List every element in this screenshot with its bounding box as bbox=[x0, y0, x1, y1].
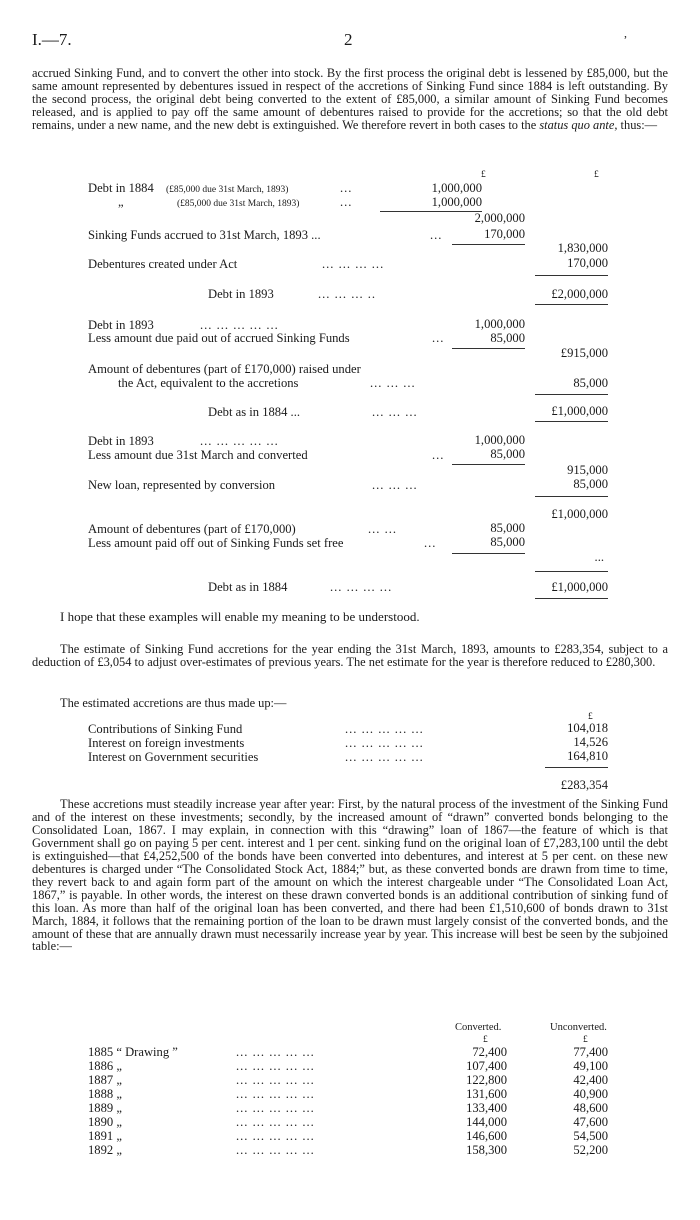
t2-debt1893-dots: ... ... ... ... ... bbox=[200, 318, 279, 332]
t1-sinking-label: Sinking Funds accrued to 31st March, 1893 ... bbox=[88, 228, 321, 242]
t2-amount-value: 85,000 bbox=[573, 376, 608, 390]
t1-rule2 bbox=[452, 244, 525, 245]
accretion-dots-2: ... ... ... ... ... bbox=[345, 750, 424, 764]
draw-conv-7: 158,300 bbox=[466, 1143, 507, 1157]
draw-dots-2: ... ... ... ... ... bbox=[236, 1073, 315, 1087]
draw-conv-2: 122,800 bbox=[466, 1073, 507, 1087]
t1-debt1884-v2: 1,000,000 bbox=[431, 195, 482, 209]
draw-year-4: 1889 „ bbox=[88, 1101, 122, 1115]
t2-less-dots: ... bbox=[432, 331, 445, 345]
accretions-currency: £ bbox=[588, 712, 593, 722]
accretion-value-1: 14,526 bbox=[573, 735, 608, 749]
draw-year-7: 1892 „ bbox=[88, 1143, 122, 1157]
draw-conv-1: 107,400 bbox=[466, 1059, 507, 1073]
intro-text-before: accrued Sinking Fund, and to convert the other into stock. By the first process the original debt is lessened by £85,000, but the same amount represented by debentures issued in respect of the accretions of Sinking Fund since 1884 is left outstanding. By the second process, the original debt being converted to the extent of £85,000, a similar amount of Sinking Fund becomes released, and is applied to pay off the same amount of debentures raised to provide for the accretions; so that the old debt remains, under a new name, and the new debt is extinguished. We therefore revert in both cases to the bbox=[32, 66, 668, 132]
draw-year-5: 1890 „ bbox=[88, 1115, 122, 1129]
draw-dots-3: ... ... ... ... ... bbox=[236, 1087, 315, 1101]
t1-debt1884-dots1: ... bbox=[340, 181, 353, 195]
draw-unconv-3: 40,900 bbox=[573, 1087, 608, 1101]
intro-italic: status quo ante, bbox=[539, 117, 618, 132]
t3-rule1 bbox=[452, 464, 525, 465]
t1-rule1 bbox=[380, 211, 482, 212]
t1-sinking-result: 1,830,000 bbox=[557, 241, 608, 255]
t1-total-dots: ... ... ... .. bbox=[318, 287, 377, 301]
document-reference: I.—7. bbox=[32, 30, 72, 49]
draw-dots-5: ... ... ... ... ... bbox=[236, 1115, 315, 1129]
t1-ditto: „ bbox=[118, 195, 124, 209]
t1-sinking-value: 170,000 bbox=[484, 227, 525, 241]
accretion-dots-0: ... ... ... ... ... bbox=[345, 722, 424, 736]
col-unconverted-currency: £ bbox=[583, 1035, 588, 1045]
t2-debt1893-value: 1,000,000 bbox=[474, 317, 525, 331]
currency-col3: £ bbox=[594, 170, 599, 180]
t1-total-label: Debt in 1893 bbox=[208, 287, 274, 301]
currency-col2: £ bbox=[481, 170, 486, 180]
accretion-rule bbox=[545, 767, 608, 768]
t1-debt1884-label: Debt in 1884 bbox=[88, 181, 154, 195]
draw-dots-0: ... ... ... ... ... bbox=[236, 1045, 315, 1059]
accretion-dots-1: ... ... ... ... ... bbox=[345, 736, 424, 750]
col-converted: Converted. bbox=[455, 1022, 502, 1033]
draw-conv-5: 144,000 bbox=[466, 1115, 507, 1129]
estimate-paragraph: The estimate of Sinking Fund accretions for the year ending the 31st March, 1893, amounts to £283,354, subject to a deduction of £3,054 to adjust over-estimates of previous years. The net estimate for the year is therefore reduced to £280,300. bbox=[32, 642, 668, 669]
t1-debt1884-note1: (£85,000 due 31st March, 1893) bbox=[166, 185, 289, 195]
t1-total-value: £2,000,000 bbox=[551, 287, 608, 301]
t2-amount-dots: ... ... ... bbox=[370, 376, 416, 390]
draw-dots-1: ... ... ... ... ... bbox=[236, 1059, 315, 1073]
t2-less-result: £915,000 bbox=[560, 346, 608, 360]
t3-rule3 bbox=[452, 553, 525, 554]
t1-debentures-label: Debentures created under Act bbox=[88, 257, 238, 271]
t3-less-dots: ... bbox=[432, 448, 445, 462]
t3-newloan-value: 85,000 bbox=[573, 477, 608, 491]
page-number: 2 bbox=[344, 30, 353, 49]
t1-debt1884-sum: 2,000,000 bbox=[474, 211, 525, 225]
draw-year-1: 1886 „ bbox=[88, 1059, 122, 1073]
hope-sentence: I hope that these examples will enable my meaning to be understood. bbox=[60, 609, 420, 624]
t1-rule3 bbox=[535, 275, 608, 276]
t1-debt1884-dots2: ... bbox=[340, 195, 353, 209]
draw-unconv-6: 54,500 bbox=[573, 1129, 608, 1143]
draw-year-2: 1887 „ bbox=[88, 1073, 122, 1087]
t2-total-dots: ... ... ... bbox=[372, 405, 418, 419]
accretion-label-0: Contributions of Sinking Fund bbox=[88, 722, 243, 736]
t3-rule2 bbox=[535, 496, 608, 497]
col-unconverted: Unconverted. bbox=[550, 1022, 607, 1033]
t1-debt1884-note2: (£85,000 due 31st March, 1893) bbox=[177, 199, 300, 209]
draw-unconv-7: 52,200 bbox=[573, 1143, 608, 1157]
t3-less-label: Less amount due 31st March and converted bbox=[88, 448, 308, 462]
accretion-total: £283,354 bbox=[560, 778, 608, 792]
accretion-value-0: 104,018 bbox=[567, 721, 608, 735]
t2-total-value: £1,000,000 bbox=[551, 404, 608, 418]
t3-less2-label: Less amount paid off out of Sinking Funds set free bbox=[88, 536, 344, 550]
draw-dots-7: ... ... ... ... ... bbox=[236, 1143, 315, 1157]
t2-amount-line2: the Act, equivalent to the accretions bbox=[118, 376, 299, 390]
col-converted-currency: £ bbox=[483, 1035, 488, 1045]
t2-rule3 bbox=[535, 421, 608, 422]
accretions-intro: The estimated accretions are thus made up:— bbox=[60, 696, 287, 710]
t3-amount-dots: ... ... bbox=[368, 522, 398, 536]
t2-less-value: 85,000 bbox=[490, 331, 525, 345]
intro-paragraph bbox=[32, 67, 668, 132]
t3-rule4 bbox=[535, 571, 608, 572]
t3-less2-result: ... bbox=[594, 550, 604, 564]
t2-total-label: Debt as in 1884 ... bbox=[208, 405, 300, 419]
draw-year-6: 1891 „ bbox=[88, 1129, 122, 1143]
t2-rule2 bbox=[535, 394, 608, 395]
t2-amount-line1: Amount of debentures (part of £170,000) raised under bbox=[88, 362, 361, 376]
t2-debt1893-label: Debt in 1893 bbox=[88, 318, 154, 332]
t3-debt1893-dots: ... ... ... ... ... bbox=[200, 434, 279, 448]
accretion-label-2: Interest on Government securities bbox=[88, 750, 259, 764]
t3-rule5 bbox=[535, 598, 608, 599]
t1-rule4 bbox=[535, 304, 608, 305]
t3-amount-label: Amount of debentures (part of £170,000) bbox=[88, 522, 296, 536]
t3-newloan-label: New loan, represented by conversion bbox=[88, 478, 276, 492]
t3-total-dots: ... ... ... ... bbox=[330, 580, 393, 594]
long-paragraph: These accretions must steadily increase year after year: First, by the natural process of the investment of the Sinking Fund and of the interest on these investments; secondly, by the increased amount of “drawn” converted bonds belonging to the Consolidated Loan, 1867. I may explain, in connection with this “drawing” loan of 1867—the feature of which is that Government shall go on paying 5 per cent. interest and 1 per cent. sinking fund on the original loan of £7,283,100 until the debt is extinguished—that £4,252,500 of the bonds have been converted into debentures, and interest at 5 per cent. on these new debentures is charged under “The Consolidated Stock Act, 1884;” but, as these converted bonds are drawn from time to time, they revert back to and again form part of the amount on which the interest chargeable under “The Consolidated Loan Act, 1867,” is payable. In other words, the interest on these drawn converted bonds is an additional contribution of sinking fund of this loan. As more than half of the original loan has been converted, and there had been £1,510,600 of bonds drawn to 31st March, 1884, it follows that the remaining portion of the loan to be drawn must largely consist of the converted bonds, and the amount of these that are annually drawn must necessarily increase year by year. This increase will best be seen by the subjoined table:— bbox=[32, 797, 668, 954]
t3-total-label: Debt as in 1884 bbox=[208, 580, 288, 594]
draw-dots-4: ... ... ... ... ... bbox=[236, 1101, 315, 1115]
header-mark: , bbox=[624, 26, 627, 40]
t2-rule1 bbox=[452, 348, 525, 349]
t1-sinking-dots: ... bbox=[430, 228, 443, 242]
intro-text-after: thus:— bbox=[617, 117, 658, 132]
draw-dots-6: ... ... ... ... ... bbox=[236, 1129, 315, 1143]
t3-less2-value: 85,000 bbox=[490, 535, 525, 549]
draw-year-3: 1888 „ bbox=[88, 1087, 122, 1101]
t3-subtotal: £1,000,000 bbox=[551, 507, 608, 521]
draw-unconv-2: 42,400 bbox=[573, 1073, 608, 1087]
t3-amount-value: 85,000 bbox=[490, 521, 525, 535]
accretion-label-1: Interest on foreign investments bbox=[88, 736, 245, 750]
accretion-value-2: 164,810 bbox=[567, 749, 608, 763]
t2-less-label: Less amount due paid out of accrued Sinking Funds bbox=[88, 331, 350, 345]
draw-year-0: 1885 “ Drawing ” bbox=[88, 1045, 178, 1059]
t3-less-value: 85,000 bbox=[490, 447, 525, 461]
t3-less2-dots: ... bbox=[424, 536, 437, 550]
draw-unconv-4: 48,600 bbox=[573, 1101, 608, 1115]
t1-debentures-value: 170,000 bbox=[567, 256, 608, 270]
t3-newloan-dots: ... ... ... bbox=[372, 478, 418, 492]
t3-debt1893-label: Debt in 1893 bbox=[88, 434, 154, 448]
t3-total-value: £1,000,000 bbox=[551, 580, 608, 594]
draw-unconv-5: 47,600 bbox=[573, 1115, 608, 1129]
t3-less-result: 915,000 bbox=[567, 463, 608, 477]
draw-conv-4: 133,400 bbox=[466, 1101, 507, 1115]
t1-debt1884-v1: 1,000,000 bbox=[431, 181, 482, 195]
draw-unconv-1: 49,100 bbox=[573, 1059, 608, 1073]
draw-conv-3: 131,600 bbox=[466, 1087, 507, 1101]
draw-conv-6: 146,600 bbox=[466, 1129, 507, 1143]
t1-debentures-dots: ... ... ... ... bbox=[322, 257, 385, 271]
draw-unconv-0: 77,400 bbox=[573, 1045, 608, 1059]
t3-debt1893-value: 1,000,000 bbox=[474, 433, 525, 447]
draw-conv-0: 72,400 bbox=[472, 1045, 507, 1059]
